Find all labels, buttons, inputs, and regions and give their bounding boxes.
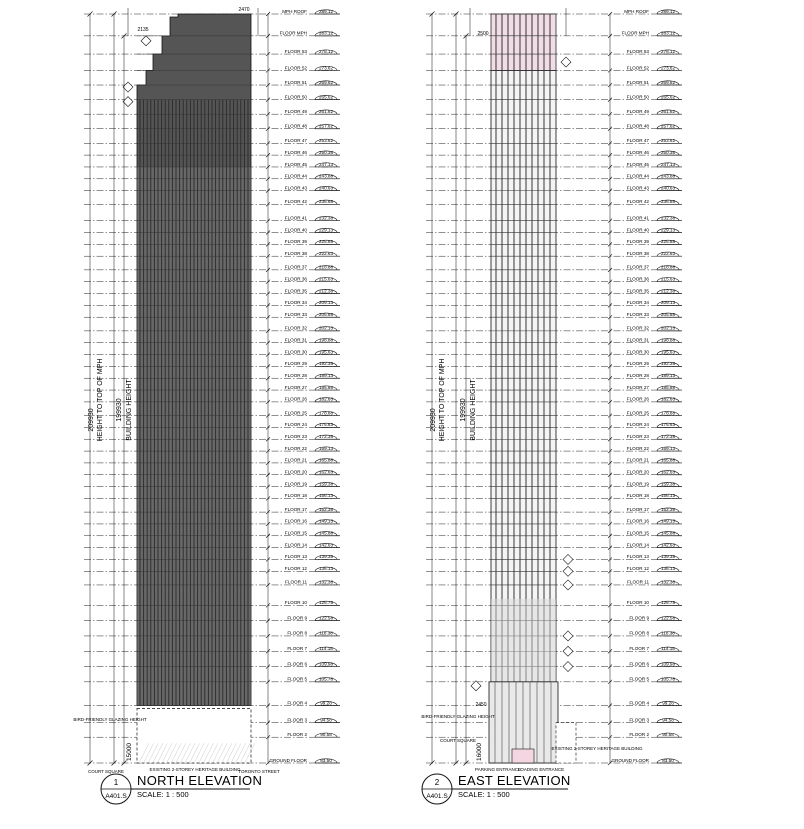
level-elevation: 215.63 — [318, 276, 334, 282]
level-name: FLOOR 25 — [284, 410, 307, 416]
north-heritage-outline — [137, 709, 251, 763]
level-elevation: 172.38 — [660, 434, 676, 440]
level-name: FLOOR 7 — [629, 646, 649, 652]
level-elevation: 261.62 — [318, 108, 334, 114]
level-name: FLOOR 12 — [626, 566, 649, 572]
drawing-number: 1 — [113, 778, 119, 787]
level-name: FLOOR 5 — [629, 676, 649, 682]
note-bird-friendly: BIRD-FRIENDLY GLAZING HEIGHT — [73, 717, 147, 722]
level-name: FLOOR 13 — [626, 554, 649, 560]
level-elevation: 278.12 — [660, 48, 676, 54]
level-elevation: 289.12 — [318, 8, 334, 14]
level-name: FLOOR 29 — [284, 361, 307, 367]
level-name: FLOOR 7 — [287, 646, 307, 652]
level-name: FLOOR 22 — [626, 445, 649, 451]
level-name: FLOOR 44 — [284, 173, 307, 179]
level-elevation: 83.50 — [320, 757, 332, 763]
level-elevation: 283.12 — [318, 30, 334, 36]
level-elevation: 192.38 — [318, 361, 334, 367]
level-elevation: 247.13 — [660, 161, 676, 167]
level-name: FLOOR 14 — [284, 542, 307, 548]
drawing-title: EAST ELEVATION — [458, 773, 571, 788]
level-elevation: 253.62 — [660, 138, 676, 144]
level-elevation: 136.13 — [318, 566, 334, 572]
material-tag — [563, 631, 573, 641]
level-name: FLOOR 30 — [626, 349, 649, 355]
level-name: FLOOR 51 — [284, 79, 307, 85]
level-name: FLOOR 20 — [626, 469, 649, 475]
level-elevation: 145.88 — [660, 530, 676, 536]
level-elevation: 136.13 — [660, 566, 676, 572]
note-heritage-building: EXISTING 2-STOREY HERITAGE BUILDING — [551, 746, 643, 751]
level-elevation: 118.38 — [661, 630, 675, 636]
level-name: FLOOR 38 — [626, 250, 649, 256]
level-name: FLOOR 30 — [284, 349, 307, 355]
total-height-label: HEIGHT TO TOP OF MPH — [439, 358, 446, 442]
level-name: FLOOR MPH — [279, 30, 307, 36]
level-elevation: 182.63 — [318, 396, 334, 402]
level-elevation: 178.88 — [318, 410, 334, 416]
level-elevation: 152.38 — [660, 506, 676, 512]
level-name: FLOOR 49 — [626, 108, 649, 114]
building-height-label: BUILDING HEIGHT — [470, 379, 477, 441]
level-name: FLOOR 32 — [284, 325, 307, 331]
level-elevation: 240.63 — [318, 185, 334, 191]
material-tag — [123, 97, 133, 107]
level-name: FLOOR 45 — [284, 161, 307, 167]
level-elevation: 139.38 — [318, 554, 334, 560]
level-name: FLOOR 51 — [626, 79, 649, 85]
level-elevation: 169.13 — [318, 445, 334, 451]
level-elevation: 250.38 — [660, 149, 676, 155]
level-name: FLOOR 48 — [626, 123, 649, 129]
level-name: FLOOR 33 — [626, 312, 649, 318]
level-elevation: 243.88 — [660, 173, 676, 179]
level-name: FLOOR 34 — [626, 300, 649, 306]
level-name: FLOOR 52 — [626, 65, 649, 71]
level-name: FLOOR 11 — [285, 579, 307, 585]
material-tag — [471, 681, 481, 691]
level-elevation: 283.12 — [660, 30, 676, 36]
level-elevation: 149.13 — [318, 518, 334, 524]
level-elevation: 132.38 — [660, 579, 676, 585]
level-elevation: 232.38 — [318, 215, 334, 221]
level-elevation: 182.63 — [660, 396, 676, 402]
drawing-scale: SCALE: 1 : 500 — [458, 790, 510, 799]
level-name: FLOOR 43 — [626, 185, 649, 191]
level-name: FLOOR 39 — [284, 239, 307, 245]
building-height-label: BUILDING HEIGHT — [126, 379, 133, 441]
level-elevation: 289.12 — [660, 8, 676, 14]
level-elevation: 122.58 — [660, 615, 676, 621]
level-elevation: 195.63 — [318, 349, 334, 355]
level-elevation: 232.38 — [660, 215, 676, 221]
level-elevation: 240.63 — [660, 185, 676, 191]
level-name: FLOOR 49 — [284, 108, 307, 114]
level-name: FLOOR 34 — [284, 300, 307, 306]
level-name: FLOOR 46 — [284, 149, 307, 155]
level-name: MPH ROOF — [624, 8, 649, 14]
level-elevation: 247.13 — [318, 161, 334, 167]
level-name: FLOOR 19 — [626, 481, 649, 487]
level-name: FLOOR 42 — [626, 199, 649, 205]
level-elevation: 202.13 — [318, 325, 334, 331]
level-elevation: 169.13 — [660, 445, 676, 451]
east-mph-screen — [491, 14, 556, 70]
level-elevation: 236.88 — [318, 199, 334, 205]
material-tag — [561, 57, 571, 67]
level-elevation: 243.88 — [318, 173, 334, 179]
level-name: FLOOR 12 — [284, 566, 307, 572]
level-elevation: 278.12 — [318, 48, 334, 54]
total-height-value: 209930 — [430, 408, 437, 432]
level-elevation: 273.62 — [318, 65, 334, 71]
level-elevation: 225.88 — [660, 239, 676, 245]
level-name: FLOOR 45 — [626, 161, 649, 167]
level-elevation: 159.38 — [318, 481, 334, 487]
level-elevation: 90.58 — [662, 732, 674, 738]
level-elevation: 198.88 — [660, 337, 676, 343]
note-court-square: COURT SQUARE — [439, 738, 477, 743]
level-name: FLOOR 21 — [626, 457, 649, 463]
level-elevation: 205.88 — [660, 312, 676, 318]
east-title-block — [422, 773, 571, 804]
level-elevation: 229.13 — [660, 227, 676, 233]
level-name: FLOOR 23 — [626, 434, 649, 440]
level-elevation: 269.62 — [318, 79, 334, 85]
level-elevation: 185.88 — [660, 384, 676, 390]
level-name: FLOOR 52 — [284, 65, 307, 71]
level-elevation: 198.88 — [318, 337, 334, 343]
level-name: FLOOR 40 — [626, 227, 649, 233]
level-elevation: 90.58 — [320, 732, 332, 738]
level-elevation: 152.38 — [318, 506, 334, 512]
east-tower-mass — [491, 70, 556, 681]
level-elevation: 149.13 — [660, 518, 676, 524]
material-tag — [563, 646, 573, 656]
level-elevation: 94.58 — [320, 717, 332, 723]
level-elevation: 265.62 — [318, 94, 334, 100]
level-elevation: 126.78 — [660, 600, 676, 606]
level-name: FLOOR 2 — [287, 732, 307, 738]
level-elevation: 165.88 — [318, 457, 334, 463]
note-loading-entrance: LOADING ENTRANCE — [517, 767, 565, 772]
drawing-scale: SCALE: 1 : 500 — [137, 790, 189, 799]
level-name: FLOOR 46 — [626, 149, 649, 155]
level-elevation: 114.18 — [319, 646, 333, 652]
level-name: FLOOR 50 — [626, 94, 649, 100]
level-name: FLOOR 36 — [626, 276, 649, 282]
level-elevation: 126.78 — [318, 600, 334, 606]
level-elevation: 99.28 — [320, 700, 332, 706]
material-tag — [141, 36, 151, 46]
sheet-reference: A401.S — [105, 793, 127, 800]
level-name: FLOOR 17 — [284, 506, 307, 512]
total-height-label: HEIGHT TO TOP OF MPH — [97, 358, 104, 442]
level-name: FLOOR 53 — [284, 48, 307, 54]
level-elevation: 253.62 — [318, 138, 334, 144]
east-elevation-building — [470, 8, 576, 763]
level-elevation: 189.13 — [660, 373, 676, 379]
level-name: FLOOR 31 — [284, 337, 307, 343]
level-name: GROUND FLOOR — [269, 757, 307, 763]
level-name: FLOOR 8 — [287, 630, 307, 636]
level-elevation: 159.38 — [660, 481, 676, 487]
note-court-square: COURT SQUARE — [87, 769, 125, 774]
level-elevation: 142.63 — [318, 542, 334, 548]
level-elevation: 257.62 — [660, 123, 676, 129]
level-name: FLOOR 28 — [284, 373, 307, 379]
level-elevation: 250.38 — [318, 149, 334, 155]
level-elevation: 218.88 — [660, 264, 676, 270]
level-elevation: 105.78 — [318, 676, 334, 682]
north-elevation-building — [123, 8, 258, 763]
level-name: FLOOR 24 — [626, 422, 649, 428]
level-name: FLOOR 35 — [284, 288, 307, 294]
material-tag — [563, 554, 573, 564]
level-name: FLOOR 47 — [626, 138, 649, 144]
level-elevation: 222.63 — [660, 250, 676, 256]
level-name: FLOOR 27 — [284, 384, 307, 390]
note-toronto-street: TORONTO STREET — [238, 769, 280, 774]
level-name: FLOOR 22 — [284, 445, 307, 451]
material-tag — [563, 580, 573, 590]
level-elevation: 139.38 — [660, 554, 676, 560]
top-dimension-b: 2470 — [238, 7, 250, 13]
level-name: FLOOR 43 — [284, 185, 307, 191]
level-elevation: 215.63 — [660, 276, 676, 282]
level-elevation: 109.98 — [660, 661, 676, 667]
level-name: MPH ROOF — [282, 8, 307, 14]
level-elevation: 156.13 — [318, 493, 334, 499]
material-tag — [563, 566, 573, 576]
material-tag — [123, 82, 133, 92]
sheet-reference: A401.S — [426, 793, 448, 800]
level-name: FLOOR 13 — [284, 554, 307, 560]
level-elevation: 192.38 — [660, 361, 676, 367]
level-name: GROUND FLOOR — [611, 757, 649, 763]
level-elevation: 229.13 — [318, 227, 334, 233]
level-elevation: 142.63 — [660, 542, 676, 548]
podium-height-value: 15000 — [126, 742, 133, 762]
level-name: FLOOR 39 — [626, 239, 649, 245]
level-elevation: 261.62 — [660, 108, 676, 114]
level-name: FLOOR 38 — [284, 250, 307, 256]
level-elevation: 114.18 — [661, 646, 675, 652]
level-name: FLOOR 9 — [287, 615, 307, 621]
building-height-value: 199930 — [460, 398, 467, 422]
level-elevation: 83.50 — [662, 757, 674, 763]
east-vertical-dims — [430, 359, 483, 761]
top-dimension-a: 2500 — [477, 31, 489, 37]
level-name: FLOOR 31 — [626, 337, 649, 343]
level-name: FLOOR 4 — [629, 700, 649, 706]
level-name: FLOOR 6 — [287, 661, 307, 667]
top-dimension-a: 2135 — [137, 27, 149, 33]
level-name: FLOOR 15 — [626, 530, 649, 536]
level-name: FLOOR 41 — [284, 215, 307, 221]
level-elevation: 209.13 — [318, 300, 334, 306]
level-name: FLOOR 50 — [284, 94, 307, 100]
note-parking-entrance: PARKING ENTRANCE — [475, 767, 521, 772]
level-name: FLOOR 23 — [284, 434, 307, 440]
level-name: FLOOR 19 — [284, 481, 307, 487]
level-name: FLOOR MPH — [621, 30, 649, 36]
level-name: FLOOR 28 — [626, 373, 649, 379]
level-elevation: 99.28 — [662, 700, 674, 706]
level-elevation: 218.88 — [318, 264, 334, 270]
level-name: FLOOR 10 — [284, 600, 307, 606]
level-name: FLOOR 48 — [284, 123, 307, 129]
level-name: FLOOR 11 — [627, 579, 649, 585]
level-elevation: 162.63 — [318, 469, 334, 475]
level-elevation: 212.38 — [318, 288, 334, 294]
level-name: FLOOR 18 — [626, 493, 649, 499]
level-name: FLOOR 15 — [284, 530, 307, 536]
level-elevation: 212.38 — [660, 288, 676, 294]
material-tag — [563, 662, 573, 672]
level-elevation: 269.62 — [660, 79, 676, 85]
level-name: FLOOR 29 — [626, 361, 649, 367]
level-elevation: 162.63 — [660, 469, 676, 475]
level-name: FLOOR 36 — [284, 276, 307, 282]
level-name: FLOOR 27 — [626, 384, 649, 390]
level-name: FLOOR 21 — [284, 457, 307, 463]
level-name: FLOOR 33 — [284, 312, 307, 318]
podium-height-value: 16000 — [476, 742, 483, 762]
level-elevation: 172.38 — [318, 434, 334, 440]
level-elevation: 195.63 — [660, 349, 676, 355]
level-elevation: 165.88 — [660, 457, 676, 463]
level-elevation: 175.63 — [318, 422, 334, 428]
level-name: FLOOR 44 — [626, 173, 649, 179]
level-name: FLOOR 16 — [284, 518, 307, 524]
level-name: FLOOR 37 — [284, 264, 307, 270]
level-name: FLOOR 18 — [284, 493, 307, 499]
level-elevation: 175.63 — [660, 422, 676, 428]
north-vertical-dims — [88, 359, 133, 761]
level-name: FLOOR 8 — [629, 630, 649, 636]
level-elevation: 132.38 — [318, 579, 334, 585]
drawing-number: 2 — [434, 778, 440, 787]
note-bird-friendly: BIRD-FRIENDLY GLAZING HEIGHT — [421, 714, 495, 719]
level-name: FLOOR 3 — [629, 717, 649, 723]
level-elevation: 189.13 — [318, 373, 334, 379]
level-name: FLOOR 17 — [626, 506, 649, 512]
level-name: FLOOR 37 — [626, 264, 649, 270]
building-height-value: 199930 — [116, 398, 123, 422]
drawing-title: NORTH ELEVATION — [137, 773, 263, 788]
level-name: FLOOR 6 — [629, 661, 649, 667]
level-name: FLOOR 25 — [626, 410, 649, 416]
level-elevation: 118.38 — [319, 630, 333, 636]
level-name: FLOOR 2 — [629, 732, 649, 738]
level-name: FLOOR 20 — [284, 469, 307, 475]
level-name: FLOOR 16 — [626, 518, 649, 524]
east-podium-glazing — [491, 599, 556, 682]
level-name: FLOOR 3 — [287, 717, 307, 723]
level-elevation: 202.13 — [660, 325, 676, 331]
level-name: FLOOR 42 — [284, 199, 307, 205]
level-name: FLOOR 4 — [287, 700, 307, 706]
entrance-door — [512, 749, 534, 763]
level-elevation: 145.88 — [318, 530, 334, 536]
level-name: FLOOR 41 — [626, 215, 649, 221]
level-elevation: 122.58 — [318, 615, 334, 621]
level-elevation: 257.62 — [318, 123, 334, 129]
east-heritage-outline — [556, 723, 576, 763]
level-elevation: 178.88 — [660, 410, 676, 416]
level-elevation: 185.88 — [318, 384, 334, 390]
level-name: FLOOR 47 — [284, 138, 307, 144]
total-height-value: 209930 — [88, 408, 95, 432]
level-name: FLOOR 40 — [284, 227, 307, 233]
level-elevation: 265.62 — [660, 94, 676, 100]
level-elevation: 209.13 — [660, 300, 676, 306]
level-name: FLOOR 32 — [626, 325, 649, 331]
top-dimension-b: 2450 — [475, 702, 487, 708]
level-elevation: 105.78 — [660, 676, 676, 682]
level-name: FLOOR 5 — [287, 676, 307, 682]
level-name: FLOOR 24 — [284, 422, 307, 428]
level-name: FLOOR 53 — [626, 48, 649, 54]
level-elevation: 94.58 — [662, 717, 674, 723]
level-name: FLOOR 10 — [626, 600, 649, 606]
level-elevation: 109.98 — [318, 661, 334, 667]
north-title-block — [101, 773, 262, 804]
level-elevation: 205.88 — [318, 312, 334, 318]
level-name: FLOOR 26 — [626, 396, 649, 402]
level-elevation: 236.88 — [660, 199, 676, 205]
level-elevation: 222.63 — [318, 250, 334, 256]
level-name: FLOOR 9 — [629, 615, 649, 621]
level-name: FLOOR 26 — [284, 396, 307, 402]
level-elevation: 225.88 — [318, 239, 334, 245]
level-name: FLOOR 35 — [626, 288, 649, 294]
level-name: FLOOR 14 — [626, 542, 649, 548]
level-elevation: 156.13 — [660, 493, 676, 499]
level-elevation: 273.62 — [660, 65, 676, 71]
note-heritage-building: EXISTING 2-STOREY HERITAGE BUILDING — [149, 767, 241, 772]
